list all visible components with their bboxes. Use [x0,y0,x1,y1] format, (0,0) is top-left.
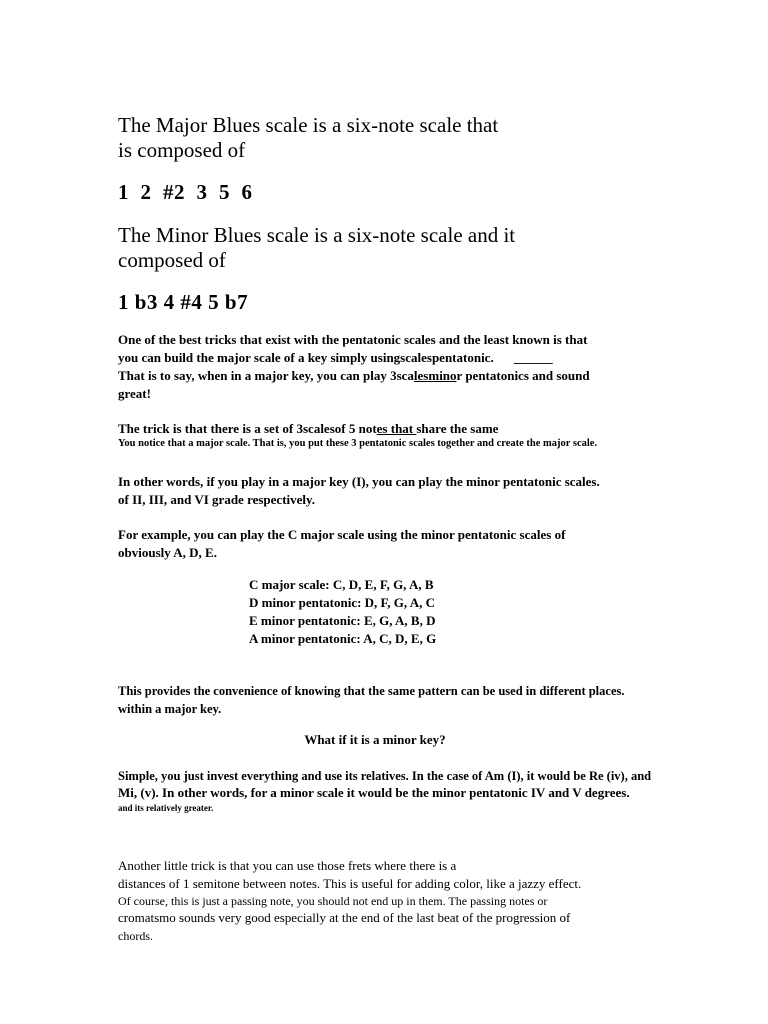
major-blues-heading-line2: is composed of [118,138,246,162]
trick-intro-line2-text: you can build the major scale of a key simply usingscalespentatonic. [118,350,494,365]
convenience-line2: within a major key. [118,702,222,716]
minor-key-line2: Mi, (v). In other words, for a minor scale it would be the minor pentatonic IV and V degrees. [118,785,630,800]
minor-key-line1: Simple, you just invest everything and use its relatives. In the case of Am (I), it would be Re (iv), and [118,769,652,783]
example-line1: For example, you can play the C major scale using the minor pentatonic scales of [118,527,566,542]
minor-blues-heading-line1: The Minor Blues scale is a six-note scale and it [118,223,516,247]
trick-intro-line3-underlined: lesmino [413,368,457,383]
fill-in-blank: ______ [513,350,553,365]
trick-intro-line2 [118,349,553,367]
convenience-line1: This provides the convenience of knowing that the same pattern can be used in different places. [118,684,625,698]
example-line2: obviously A, D, E. [118,545,217,560]
trick-intro-line4: great! [118,386,151,401]
major-blues-notes: 1 2 #2 3 5 6 [118,180,253,204]
minor-blues-heading-line2: composed of [118,248,226,272]
trick-intro-line3 [118,367,590,385]
scale-list-item: A minor pentatonic: A, C, D, E, G [249,631,437,646]
other-words-line2: of II, III, and VI grade respectively. [118,492,316,507]
trick-set-line1-underlined: es that [376,421,417,436]
trick-intro-line3-b: r pentatonics and sound [456,368,590,383]
scale-list-item: E minor pentatonic: E, G, A, B, D [249,613,436,628]
frets-trick-line5: chords. [118,929,153,943]
minor-key-heading: What if it is a minor key? [304,732,446,747]
trick-intro-line1: One of the best tricks that exist with the pentatonic scales and the least known is that [118,332,588,347]
trick-set-line1 [118,420,498,438]
minor-blues-notes: 1 b3 4 #4 5 b7 [118,290,249,314]
minor-key-line3: and its relatively greater. [118,803,214,813]
trick-set-line2: You notice that a major scale. That is, you put these 3 pentatonic scales together and create the major scale. [118,438,598,449]
trick-set-line1-b: share the same [416,421,499,436]
other-words-line1: In other words, if you play in a major key (I), you can play the minor pentatonic scales. [118,474,600,489]
trick-set-line1-a: The trick is that there is a set of 3scalesof 5 not [118,421,377,436]
major-blues-heading-line1: The Major Blues scale is a six-note scale that [118,113,499,137]
frets-trick-line4: cromatsmo sounds very good especially at the end of the last beat of the progression of [118,910,571,925]
frets-trick-line2: distances of 1 semitone between notes. This is useful for adding color, like a jazzy effect. [118,876,582,891]
scale-list-item: D minor pentatonic: D, F, G, A, C [249,595,435,610]
trick-intro-line3-a: That is to say, when in a major key, you can play 3sca [118,368,414,383]
frets-trick-line3: Of course, this is just a passing note, you should not end up in them. The passing notes or [118,894,548,908]
scale-list-item: C major scale: C, D, E, F, G, A, B [249,577,434,592]
frets-trick-line1: Another little trick is that you can use those frets where there is a [118,858,457,873]
